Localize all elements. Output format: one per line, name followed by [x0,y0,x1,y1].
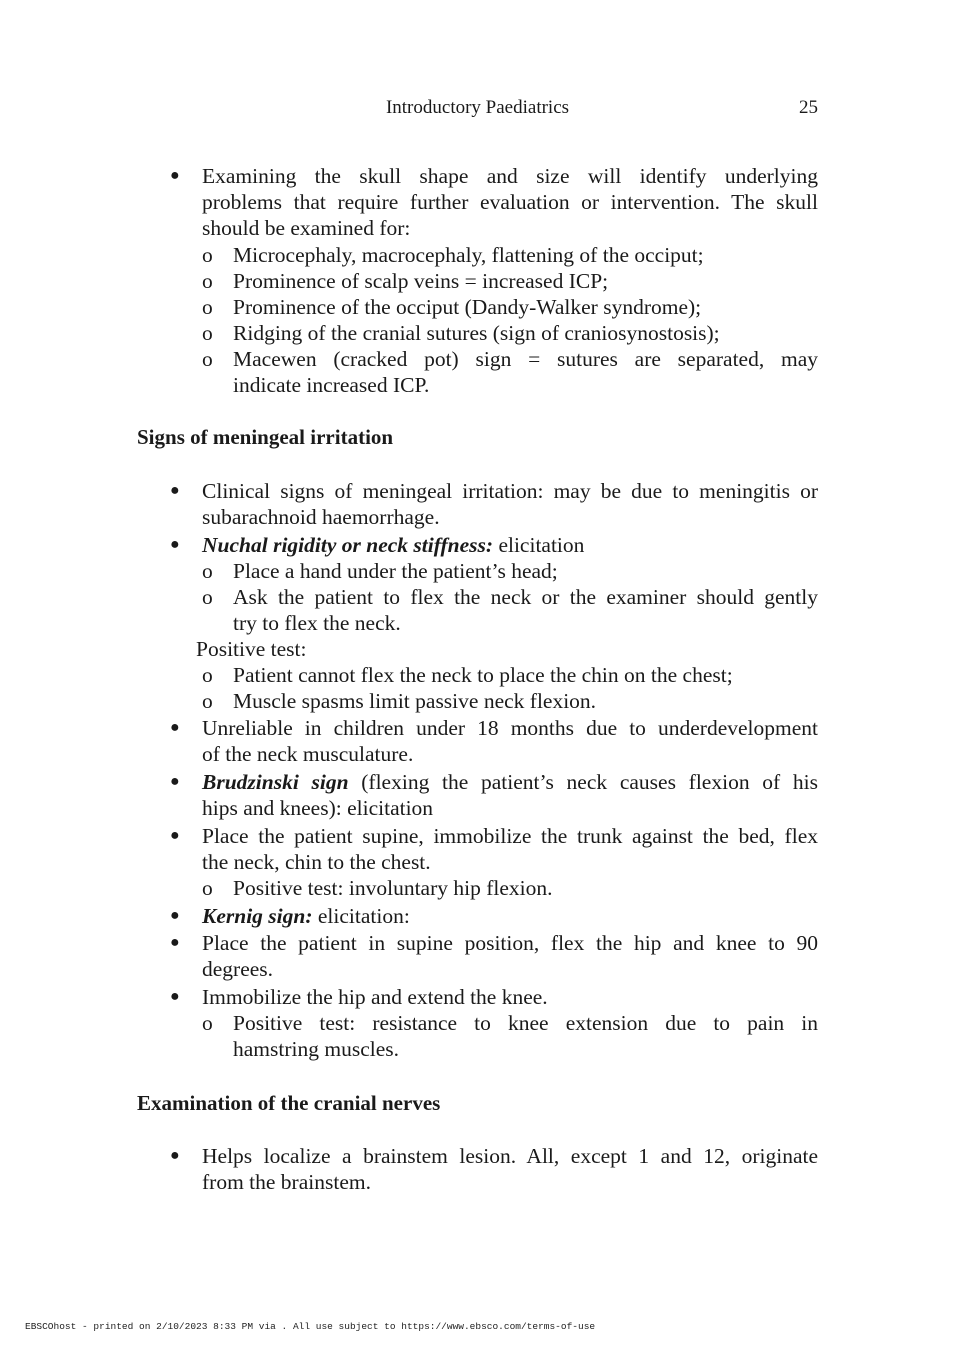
skull-item-2: Prominence of scalp veins = increased ICP; [233,269,609,293]
sub-marker: o [202,321,213,345]
bullet-marker: ● [170,988,180,1005]
immobilize-line: Immobilize the hip and extend the knee. [202,985,548,1009]
skull-intro-line-3: should be examined for: [202,216,411,240]
brudzinski-line [202,769,818,795]
kernig-positive-line-1: Positive test: resistance to knee extension due to pain in [233,1011,818,1035]
brudzinski-positive: Positive test: involuntary hip flexion. [233,876,553,900]
sub-marker: o [202,243,213,267]
footer-notice: EBSCOhost - printed on 2/10/2023 8:33 PM via . All use subject to https://www.ebsco.com/terms-of-use [25,1321,596,1332]
cranial-line-2: from the brainstem. [202,1170,371,1194]
sub-marker: o [202,269,213,293]
sub-marker: o [202,559,213,583]
clinical-line-1: Clinical signs of meningeal irritation: may be due to meningitis or [202,479,818,503]
kernig-place-line-1: Place the patient in supine position, flex the hip and knee to 90 [202,931,818,955]
supine-line-2: the neck, chin to the chest. [202,850,431,874]
sub-marker: o [202,1011,213,1035]
bullet-marker: ● [170,167,180,184]
kernig-rest: elicitation: [312,904,410,928]
nuchal-rest: elicitation [493,533,585,557]
page-number: 25 [799,97,818,118]
kernig-positive-line-2: hamstring muscles. [233,1037,400,1061]
sub-marker: o [202,663,213,687]
brudzinski-line-2: hips and knees): elicitation [202,796,434,820]
bullet-marker: ● [170,907,180,924]
header-title: Introductory Paediatrics [385,97,570,118]
kernig-term: Kernig sign: [202,904,313,928]
nuchal-term: Nuchal rigidity or neck stiffness: [202,533,494,557]
skull-intro-line-1: Examining the skull shape and size will identify underlying [202,164,818,188]
skull-item-5-cont: indicate increased ICP. [233,373,430,397]
nuchal-step-2-cont: try to flex the neck. [233,611,401,635]
sub-marker: o [202,295,213,319]
sub-marker: o [202,689,213,713]
supine-line-1: Place the patient supine, immobilize the trunk against the bed, flex [202,824,818,848]
positive-item-1: Patient cannot flex the neck to place the chin on the chest; [233,663,733,687]
nuchal-line [202,532,584,558]
brudzinski-rest: (flexing the patient’s neck causes flexion of his [348,770,818,794]
positive-item-2: Muscle spasms limit passive neck flexion. [233,689,597,713]
skull-item-4: Ridging of the cranial sutures (sign of craniosynostosis); [233,321,720,345]
sub-marker: o [202,876,213,900]
skull-item-5: Macewen (cracked pot) sign = sutures are separated, may [233,347,818,371]
brudzinski-term: Brudzinski sign [202,770,349,794]
skull-intro-line-2: problems that require further evaluation or intervention. The skull [202,190,818,214]
bullet-marker: ● [170,719,180,736]
clinical-line-2: subarachnoid haemorrhage. [202,505,440,529]
bullet-marker: ● [170,773,180,790]
unreliable-line-1: Unreliable in children under 18 months due to underdevelopment [202,716,818,740]
skull-item-1: Microcephaly, macrocephaly, flattening of the occiput; [233,243,704,267]
bullet-marker: ● [170,1147,180,1164]
sub-marker: o [202,347,213,371]
kernig-place-line-2: degrees. [202,957,274,981]
nuchal-step-2: Ask the patient to flex the neck or the examiner should gently [233,585,818,609]
unreliable-line-2: of the neck musculature. [202,742,414,766]
skull-item-3: Prominence of the occiput (Dandy-Walker syndrome); [233,295,702,319]
cranial-line-1: Helps localize a brainstem lesion. All, except 1 and 12, originate [202,1144,818,1168]
sub-marker: o [202,585,213,609]
section-heading-cranial: Examination of the cranial nerves [137,1091,441,1115]
bullet-marker: ● [170,827,180,844]
kernig-line [202,903,410,929]
section-heading-meningeal: Signs of meningeal irritation [137,425,394,449]
positive-test-label: Positive test: [196,637,307,661]
bullet-marker: ● [170,934,180,951]
running-header [137,97,818,121]
bullet-marker: ● [170,536,180,553]
nuchal-step-1: Place a hand under the patient’s head; [233,559,558,583]
bullet-marker: ● [170,482,180,499]
